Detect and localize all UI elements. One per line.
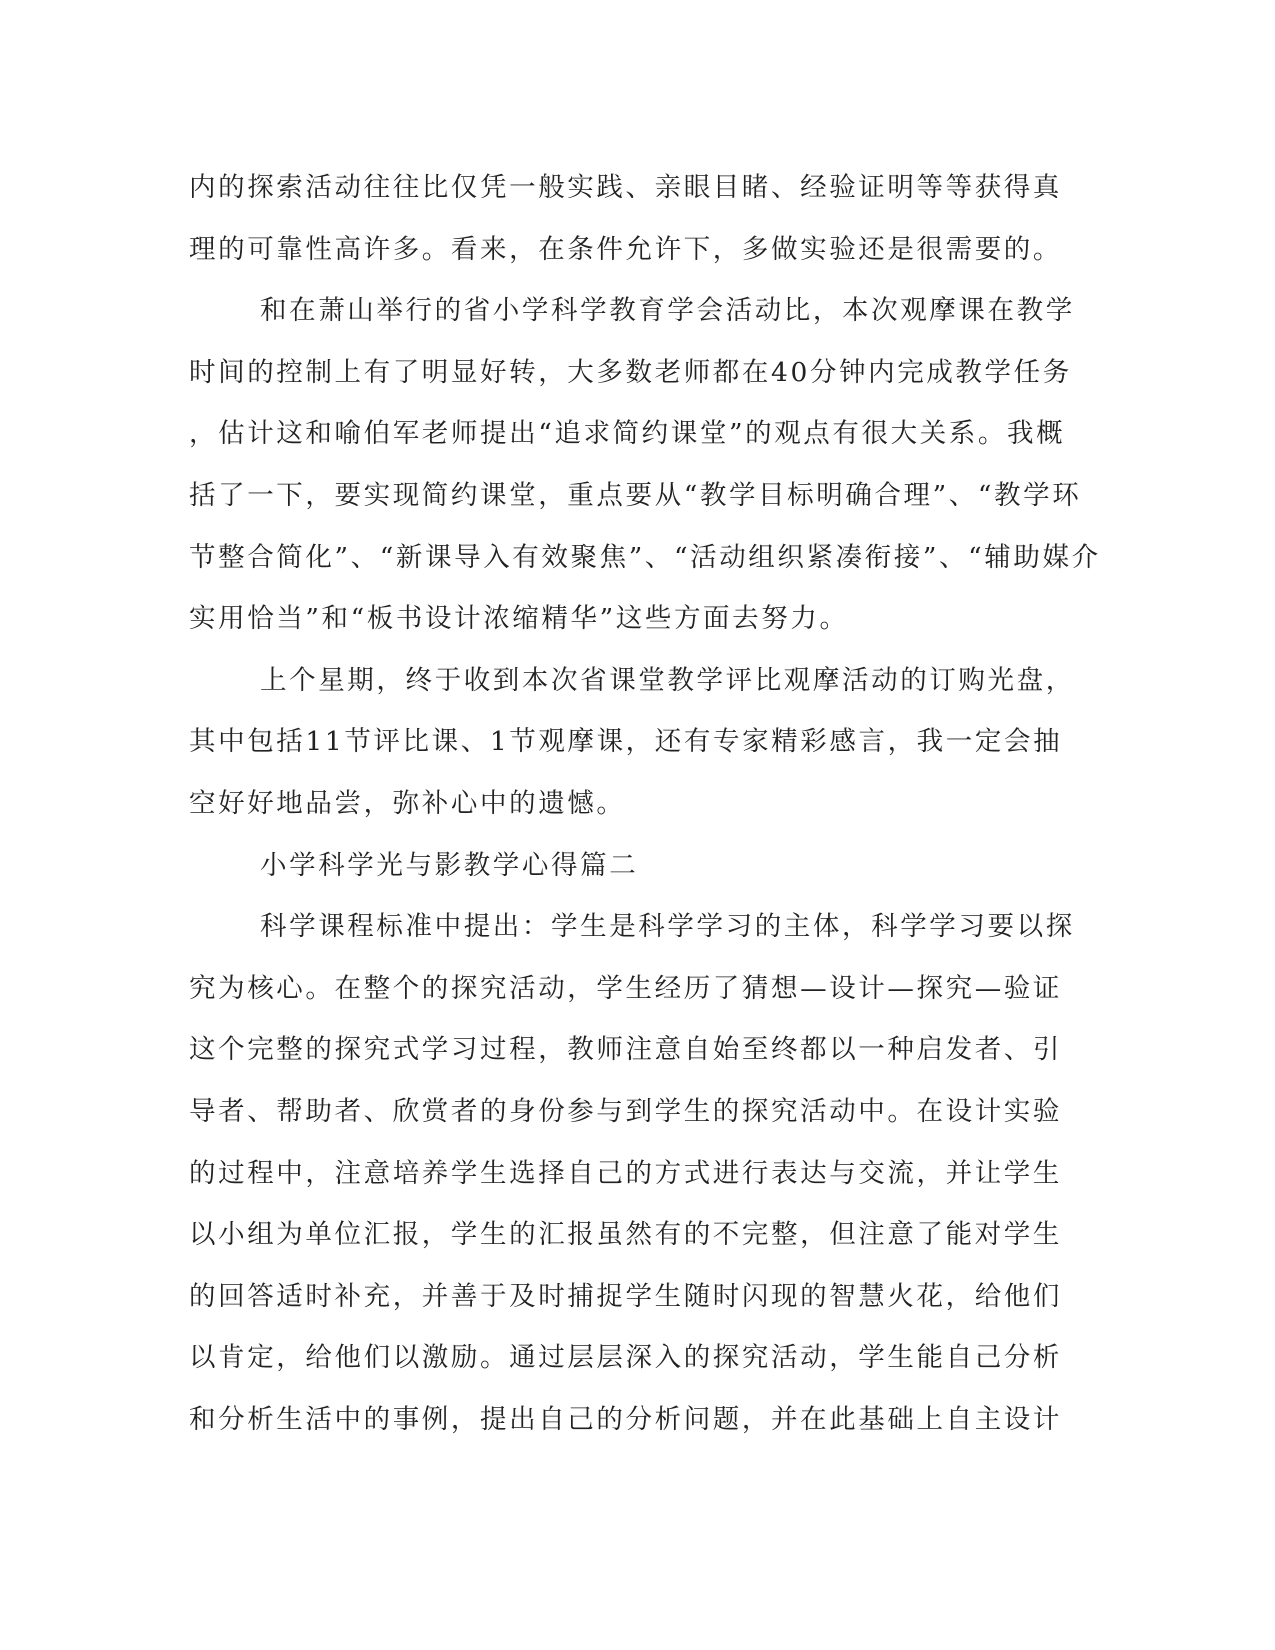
- text-line: 括了一下，要实现简约课堂，重点要从“教学目标明确合理”、“教学环: [189, 479, 1082, 511]
- paragraph-start-line: 和在萧山举行的省小学科学教育学会活动比，本次观摩课在教学: [260, 295, 1075, 327]
- text-line: 和分析生活中的事例，提出自己的分析问题，并在此基础上自主设计: [189, 1403, 1062, 1435]
- text-line: 节整合简化”、“新课导入有效聚焦”、“活动组织紧凑衔接”、“辅助媒介: [189, 541, 1101, 573]
- text-line: ，估计这和喻伯军老师提出“追求简约课堂”的观点有很大关系。我概: [189, 418, 1066, 450]
- text-line: 时间的控制上有了明显好转，大多数老师都在40分钟内完成教学任务: [189, 356, 1072, 388]
- paragraph-start-line: 科学课程标准中提出：学生是科学学习的主体，科学学习要以探: [260, 911, 1075, 943]
- document-body: [189, 166, 1101, 1459]
- text-line: 空好好地品尝，弥补心中的遗憾。: [189, 787, 626, 819]
- text-line: 其中包括11节评比课、1节观摩课，还有专家精彩感言，我一定会抽: [189, 726, 1063, 758]
- text-line: 理的可靠性高许多。看来，在条件允许下，多做实验还是很需要的。: [189, 233, 1062, 265]
- text-line: 以肯定，给他们以激励。通过层层深入的探究活动，学生能自己分析: [189, 1342, 1062, 1374]
- text-line: 以小组为单位汇报，学生的汇报虽然有的不完整，但注意了能对学生: [189, 1219, 1062, 1251]
- section-heading: 小学科学光与影教学心得篇二: [260, 849, 639, 881]
- paragraph-start-line: 上个星期，终于收到本次省课堂教学评比观摩活动的订购光盘，: [260, 664, 1075, 696]
- text-line: 这个完整的探究式学习过程，教师注意自始至终都以一种启发者、引: [189, 1034, 1062, 1066]
- text-line: 实用恰当”和“板书设计浓缩精华”这些方面去努力。: [189, 603, 849, 635]
- text-line: 究为核心。在整个的探究活动，学生经历了猜想—设计—探究—验证: [189, 972, 1062, 1004]
- text-line: 内的探索活动往往比仅凭一般实践、亲眼目睹、经验证明等等获得真: [189, 172, 1062, 203]
- text-line: 导者、帮助者、欣赏者的身份参与到学生的探究活动中。在设计实验: [189, 1095, 1062, 1127]
- text-line: 的回答适时补充，并善于及时捕捉学生随时闪现的智慧火花，给他们: [189, 1280, 1062, 1312]
- text-line: 的过程中，注意培养学生选择自己的方式进行表达与交流，并让学生: [189, 1157, 1062, 1189]
